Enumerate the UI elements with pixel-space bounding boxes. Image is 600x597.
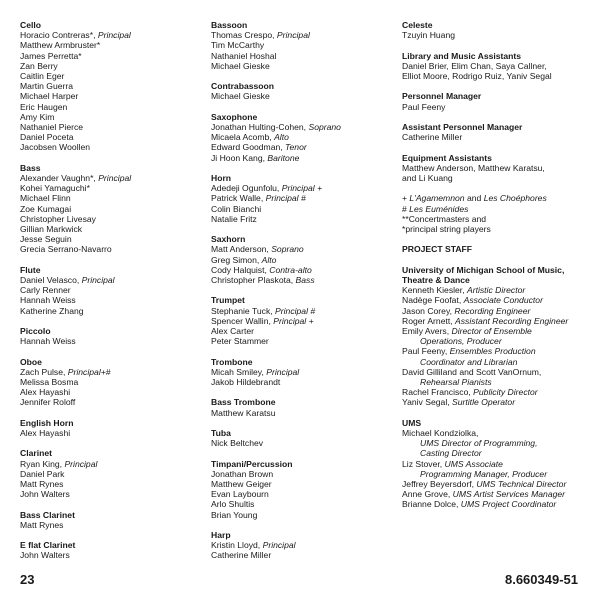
roster-line [211, 132, 391, 142]
roster-line [402, 479, 587, 489]
roster-section [402, 122, 587, 142]
section-heading: Bass Trombone [211, 397, 276, 408]
roster-line [20, 377, 200, 387]
roster-section [211, 459, 391, 520]
section-heading: Horn [211, 173, 232, 183]
roster-line [20, 132, 200, 142]
section-heading: PROJECT STAFF [402, 244, 473, 255]
roster-line [211, 142, 391, 152]
roster-line [402, 204, 587, 214]
roster-line [20, 81, 200, 91]
roster-section [211, 112, 391, 163]
section-heading: Library and Music Assistants [402, 50, 522, 61]
name-text: Paul Feeny [402, 101, 446, 112]
name-text: Daniel Poceta [20, 132, 74, 143]
role-text: Principal [81, 275, 115, 286]
name-text: Ryan King, [20, 458, 65, 469]
roster-line [20, 479, 200, 489]
roster-line [402, 387, 587, 397]
roster-line [402, 214, 587, 224]
roster-line [20, 214, 200, 224]
role-text: Coordinator and Librarian [420, 356, 518, 367]
roster-line [20, 224, 200, 234]
name-text: Jacobsen Woollen [20, 142, 91, 153]
name-text: Nick Beltchev [211, 438, 264, 449]
roster-section [20, 510, 200, 530]
roster-line [402, 489, 587, 499]
roster-line [211, 255, 391, 265]
name-text: Amy Kim [20, 111, 55, 122]
role-text: Principal+# [67, 366, 111, 377]
roster-line [211, 489, 391, 499]
roster-line [402, 448, 587, 458]
roster-line [20, 306, 200, 316]
roster-section [402, 418, 587, 510]
name-text: Emily Avers, [402, 325, 452, 336]
role-text: Principal + [273, 315, 314, 326]
name-text: Matthew Anderson, Matthew Karatsu, [402, 162, 545, 173]
roster-line [211, 336, 391, 346]
name-text: Brianne Dolce, [402, 499, 461, 510]
roster-section [402, 91, 587, 111]
roster-line [20, 489, 200, 499]
section-heading: Cello [20, 20, 42, 30]
roster-section [402, 153, 587, 184]
name-text: Elliot Moore, Rodrigo Ruiz, Yaniv Segal [402, 71, 552, 81]
name-text: John Walters [20, 489, 70, 500]
role-text: UMS Associate [444, 458, 503, 469]
role-text: Tenor [285, 142, 307, 153]
role-text: Publicity Director [473, 387, 538, 398]
name-text: Arlo Shultis [211, 499, 255, 510]
roster-line [402, 173, 587, 183]
role-text: Principal [276, 30, 310, 41]
section-heading: Equipment Assistants [402, 152, 492, 163]
role-text: Principal [98, 173, 132, 184]
name-text: Michael Flinn [20, 193, 71, 204]
name-text: Natalie Fritz [211, 213, 257, 224]
name-text: Jennifer Roloff [20, 397, 76, 408]
roster-section [20, 418, 200, 438]
name-text: Micaela Acomb, [211, 132, 275, 143]
section-heading: Saxhorn [211, 234, 246, 245]
roster-line [211, 540, 391, 550]
roster-line [402, 428, 587, 438]
name-text: and [464, 193, 484, 204]
roster-section [20, 326, 200, 346]
section-heading: Personnel Manager [402, 91, 482, 102]
role-text: Les Euménides [409, 203, 469, 214]
name-text: Stephanie Tuck, [211, 305, 276, 316]
roster-line [402, 397, 587, 407]
roster-line [402, 367, 587, 377]
roster-line [211, 275, 391, 285]
roster-section [211, 530, 391, 561]
name-text: Alexander Vaughn*, [20, 173, 99, 184]
roster-line [20, 550, 200, 560]
role-text: Principal # [275, 305, 316, 316]
role-text: Associate Conductor [463, 295, 543, 306]
name-text: Anne Grove, [402, 489, 453, 500]
section-heading: Tuba [211, 428, 231, 438]
name-text: Jesse Seguin [20, 234, 72, 245]
name-text: James Perretta* [20, 50, 82, 61]
role-text: Alto [274, 132, 289, 143]
name-text: Hannah Weiss [20, 295, 76, 306]
roster-line [211, 469, 391, 479]
roster-line [20, 295, 200, 305]
roster-line [20, 397, 200, 407]
roster-line [20, 459, 200, 469]
roster-line [20, 71, 200, 81]
roster-line [20, 142, 200, 152]
roster-line [20, 51, 200, 61]
name-text: Matt Rynes [20, 519, 64, 530]
roster-line [402, 102, 587, 112]
name-text: Micah Smiley, [211, 366, 267, 377]
roster-section [211, 397, 391, 417]
roster-line [402, 459, 587, 469]
name-text: *principal string players [402, 223, 491, 234]
roster-line [211, 204, 391, 214]
role-text: Principal [262, 540, 296, 551]
name-text: Hannah Weiss [20, 336, 76, 347]
section-heading: Saxophone [211, 111, 258, 122]
role-text: Principal [97, 30, 131, 41]
column-right [402, 20, 587, 520]
roster-line [211, 30, 391, 40]
name-text: Jason Corey, [402, 305, 455, 316]
roster-line [20, 30, 200, 40]
roster-section [211, 173, 391, 224]
roster-line [20, 112, 200, 122]
name-text: Tim McCarthy [211, 40, 265, 51]
roster-line [402, 163, 587, 173]
role-text: Surtitle Operator [452, 397, 516, 408]
roster-line [211, 479, 391, 489]
name-text: Matt Rynes [20, 479, 64, 490]
roster-line [402, 295, 587, 305]
roster-line [211, 326, 391, 336]
role-text: Principal [64, 458, 98, 469]
role-text: Principal [266, 366, 300, 377]
name-text: **Concertmasters and [402, 213, 487, 224]
name-text: Spencer Wallin, [211, 315, 274, 326]
roster-line [20, 469, 200, 479]
catalog-number: 8.660349-51 [504, 572, 578, 587]
roster-line [211, 377, 391, 387]
name-text: Martin Guerra [20, 81, 74, 92]
name-text: Michael Harper [20, 91, 79, 102]
roster-line [20, 387, 200, 397]
name-text: Jonathan Brown [211, 468, 274, 479]
role-text: UMS Technical Director [476, 479, 567, 490]
name-text: Cody Halquist, [211, 264, 270, 275]
roster-section [211, 357, 391, 388]
name-text: Matthew Armbruster* [20, 40, 101, 51]
roster-line [20, 275, 200, 285]
roster-line [20, 336, 200, 346]
roster-line [402, 438, 587, 448]
roster-line [402, 499, 587, 509]
role-text: Contra-alto [269, 264, 312, 275]
name-text: and Li Kuang [402, 172, 453, 183]
name-text: Michael Kondziolka, [402, 428, 479, 438]
role-text: Baritone [267, 152, 300, 163]
name-text: Patrick Walle, [211, 193, 266, 204]
roster-section [402, 20, 587, 40]
role-text: Recording Engineer [454, 305, 531, 316]
name-text: Melissa Bosma [20, 377, 79, 388]
roster-line [211, 193, 391, 203]
roster-line [402, 336, 587, 346]
roster-line [211, 40, 391, 50]
name-text: Nathaniel Pierce [20, 122, 84, 133]
name-text: Kohei Yamaguchi* [20, 183, 90, 194]
section-heading: UMS [402, 417, 422, 428]
roster-line [402, 357, 587, 367]
name-text: Grecia Serrano-Navarro [20, 244, 112, 255]
roster-line [20, 428, 200, 438]
name-text: # [402, 203, 410, 214]
role-text: L'Agamemnon [409, 193, 465, 204]
role-text: Operations, Producer [420, 336, 502, 347]
section-heading: Harp [211, 530, 231, 540]
section-heading: University of Michigan School of Music, Theatre & Dance [402, 264, 565, 285]
name-text: Peter Stammer [211, 336, 269, 347]
name-text: Michael Gieske [211, 60, 270, 71]
name-text: Liz Stover, [402, 458, 445, 469]
roster-line [211, 91, 391, 101]
roster-line [20, 91, 200, 101]
section-heading: Oboe [20, 356, 42, 367]
section-heading: Contrabassoon [211, 81, 275, 92]
section-heading: Piccolo [20, 326, 51, 337]
role-text: Soprano [271, 244, 304, 255]
roster-line [20, 40, 200, 50]
roster-line [20, 367, 200, 377]
roster-line [20, 102, 200, 112]
roster-section [20, 448, 200, 499]
roster-line [402, 326, 587, 336]
roster-line [20, 61, 200, 71]
role-text: Assistant Recording Engineer [455, 315, 569, 326]
name-text: Ji Hoon Kang, [211, 152, 268, 163]
name-text: Jakob Hildebrandt [211, 377, 281, 388]
roster-line [20, 234, 200, 244]
role-text: Ensembles Production [449, 346, 536, 357]
roster-line [211, 265, 391, 275]
name-text: Paul Feeny, [402, 346, 450, 357]
name-text: David Gilliland and Scott VanOrnum, [402, 366, 542, 377]
section-heading: Clarinet [20, 448, 52, 459]
roster-line [211, 367, 391, 377]
roster-section [402, 265, 587, 408]
roster-section [20, 357, 200, 408]
roster-line [402, 193, 587, 203]
roster-section [211, 20, 391, 71]
roster-line [211, 499, 391, 509]
roster-line [211, 316, 391, 326]
roster-section [211, 295, 391, 346]
role-text: UMS Director of Programming, [420, 438, 538, 449]
name-text: Alex Hayashi [20, 387, 71, 398]
roster-line [211, 214, 391, 224]
name-text: Alex Carter [211, 326, 254, 337]
name-text: Jonathan Hulting-Cohen, [211, 122, 309, 132]
roster-line [211, 550, 391, 560]
roster-line [211, 61, 391, 71]
name-text: Gillian Markwick [20, 224, 83, 235]
roster-line [402, 132, 587, 142]
section-heading: Bass Clarinet [20, 509, 75, 520]
roster-line [402, 224, 587, 234]
roster-line [402, 316, 587, 326]
roster-section [211, 234, 391, 285]
role-text: Artistic Director [466, 285, 526, 296]
section-heading: English Horn [20, 417, 74, 428]
name-text: Matt Anderson, [211, 244, 272, 255]
name-text: Colin Bianchi [211, 203, 262, 214]
role-text: UMS Artist Services Manager [452, 489, 566, 500]
name-text: Rachel Francisco, [402, 387, 474, 398]
role-text: Principal + [281, 183, 323, 194]
name-text: John Walters [20, 550, 70, 561]
roster-section [20, 540, 200, 560]
name-text: Adedeji Ogunfolu, [211, 183, 282, 194]
role-text: Bass [295, 275, 315, 286]
roster-line [20, 244, 200, 254]
roster-section [402, 244, 587, 254]
section-heading: Bass [20, 162, 41, 173]
name-text: Carly Renner [20, 285, 71, 296]
name-text: Tzuyin Huang [402, 30, 456, 41]
name-text: Michael Gieske [211, 91, 270, 102]
name-text: Daniel Velasco, [20, 275, 82, 286]
roster-line [402, 61, 587, 71]
roster-line [211, 510, 391, 520]
roster-section [211, 81, 391, 101]
roster-line [402, 285, 587, 295]
role-text: Programming Manager, Producer [420, 468, 548, 479]
section-heading: Flute [20, 264, 41, 275]
name-text: Evan Laybourn [211, 489, 269, 500]
name-text: Brian Young [211, 509, 258, 520]
name-text: Daniel Park [20, 468, 65, 479]
name-text: Zoe Kumagai [20, 203, 72, 214]
name-text: Roger Arnett, [402, 315, 456, 326]
roster-line [20, 204, 200, 214]
roster-section [20, 20, 200, 153]
roster-line [20, 285, 200, 295]
name-text: Matthew Karatsu [211, 407, 276, 418]
name-text: Christopher Livesay [20, 213, 96, 224]
page-number: 23 [20, 572, 35, 587]
name-text: Jeffrey Beyersdorf, [402, 479, 477, 490]
name-text: Alex Hayashi [20, 428, 71, 439]
role-text: Rehearsal Pianists [420, 377, 492, 387]
name-text: Kristin Lloyd, [211, 540, 263, 551]
roster-line [20, 520, 200, 530]
name-text: Nadège Foofat, [402, 295, 464, 306]
roster-section [20, 265, 200, 316]
section-heading: Trumpet [211, 295, 245, 306]
roster-line [211, 408, 391, 418]
roster-line [402, 30, 587, 40]
role-text: Soprano [308, 122, 341, 132]
section-heading: Assistant Personnel Manager [402, 121, 523, 132]
name-text: Caitlin Eger [20, 71, 65, 82]
name-text: Horacio Contreras*, [20, 30, 98, 41]
name-text: Zach Pulse, [20, 366, 68, 377]
roster-section [402, 51, 587, 82]
role-text: Casting Director [420, 448, 482, 459]
roster-line [211, 244, 391, 254]
roster-section [20, 163, 200, 255]
roster-line [402, 469, 587, 479]
roster-line [20, 183, 200, 193]
roster-line [20, 193, 200, 203]
name-text: Thomas Crespo, [211, 30, 277, 41]
section-heading: Trombone [211, 356, 253, 367]
roster-line [211, 183, 391, 193]
roster-line [211, 51, 391, 61]
name-text: Yaniv Segal, [402, 397, 453, 408]
roster-line [20, 173, 200, 183]
role-text: Les Choéphores [483, 193, 547, 204]
roster-line [211, 122, 391, 132]
name-text: Catherine Miller [211, 550, 272, 561]
name-text: Kenneth Kiesler, [402, 285, 467, 296]
roster-line [211, 438, 391, 448]
name-text: Edward Goodman, [211, 142, 286, 153]
name-text: Matthew Geiger [211, 479, 272, 489]
name-text: + [402, 193, 410, 204]
name-text: Zan Berry [20, 60, 58, 71]
name-text: Daniel Brier, Elim Chan, Saya Callner, [402, 60, 547, 71]
name-text: Christopher Plaskota, [211, 275, 296, 286]
role-text: Principal # [265, 193, 306, 204]
section-heading: Bassoon [211, 20, 248, 30]
role-text: UMS Project Coordinator [460, 499, 557, 510]
role-text: Alto [261, 254, 277, 265]
name-text: Katherine Zhang [20, 305, 84, 316]
name-text: Greg Simon, [211, 254, 262, 265]
roster-line [402, 346, 587, 356]
roster-section [402, 193, 587, 234]
role-text: Director of Ensemble [451, 325, 532, 336]
section-heading: Celeste [402, 20, 433, 30]
roster-line [402, 306, 587, 316]
section-heading: E flat Clarinet [20, 540, 76, 551]
roster-section [211, 428, 391, 448]
name-text: Nathaniel Hoshal [211, 50, 277, 61]
column-middle [211, 20, 391, 571]
roster-line [402, 377, 587, 387]
name-text: Catherine Miller [402, 132, 463, 143]
section-heading: Timpani/Percussion [211, 458, 293, 469]
roster-line [402, 71, 587, 81]
roster-line [20, 122, 200, 132]
column-left [20, 20, 200, 571]
roster-line [211, 306, 391, 316]
name-text: Eric Haugen [20, 101, 68, 112]
roster-line [211, 153, 391, 163]
